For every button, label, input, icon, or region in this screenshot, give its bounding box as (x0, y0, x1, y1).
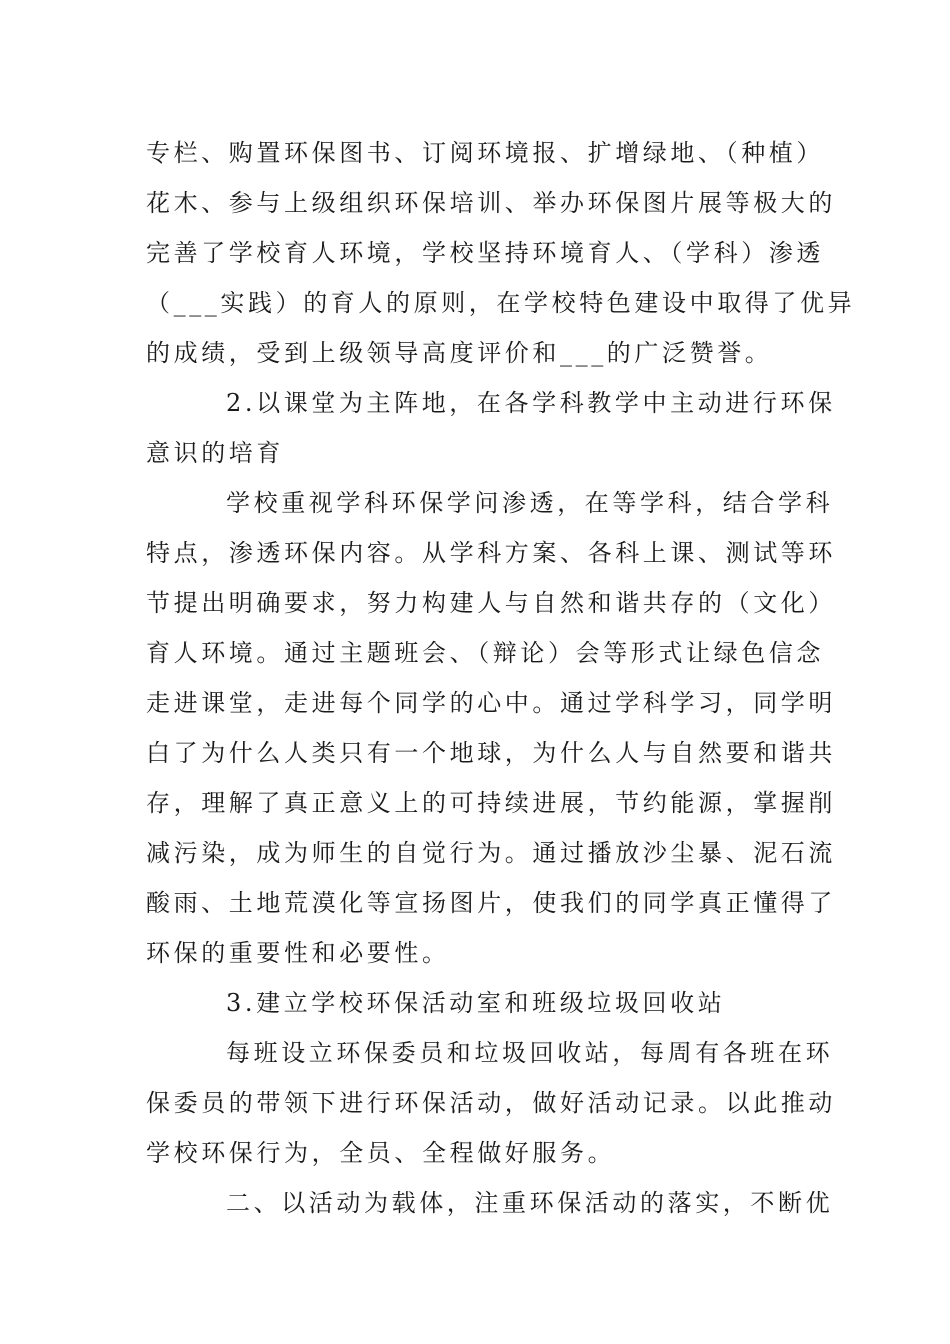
section-heading-continuation: 意识的培育 (146, 439, 284, 467)
text-line: 专栏、购置环保图书、订阅环境报、扩增绿地、（种植） (146, 139, 824, 167)
text-line: 保委员的带领下进行环保活动，做好活动记录。以此推动 (146, 1089, 836, 1117)
section-heading: 2.以课堂为主阵地，在各学科教学中主动进行环保 (226, 389, 836, 417)
text-line: 学校环保行为，全员、全程做好服务。 (146, 1139, 616, 1167)
text-line: 走进课堂，走进每个同学的心中。通过学科学习，同学明 (146, 689, 836, 717)
text-line: 完善了学校育人环境，学校坚持环境育人、（学科）渗透 (146, 239, 824, 267)
paragraph-start: 每班设立环保委员和垃圾回收站，每周有各班在环 (226, 1039, 834, 1067)
text-line: 的成绩，受到上级领导高度评价和___的广泛赞誉。 (146, 339, 773, 367)
text-line: 节提出明确要求，努力构建人与自然和谐共存的（文化） (146, 589, 836, 617)
document-body (146, 128, 856, 1228)
section-heading: 3.建立学校环保活动室和班级垃圾回收站 (226, 989, 726, 1017)
text-line: 环保的重要性和必要性。 (146, 939, 450, 967)
text-line: 减污染，成为师生的自觉行为。通过播放沙尘暴、泥石流 (146, 839, 836, 867)
text-line: 花木、参与上级组织环保培训、举办环保图片展等极大的 (146, 189, 836, 217)
paragraph-start: 学校重视学科环保学问渗透，在等学科，结合学科 (226, 489, 834, 517)
text-line: 白了为什么人类只有一个地球，为什么人与自然要和谐共 (146, 739, 836, 767)
section-heading: 二、以活动为载体，注重环保活动的落实，不断优 (226, 1189, 834, 1217)
text-line: 酸雨、土地荒漠化等宣扬图片，使我们的同学真正懂得了 (146, 889, 836, 917)
text-line: 育人环境。通过主题班会、（辩论）会等形式让绿色信念 (146, 639, 824, 667)
text-line: 存，理解了真正意义上的可持续进展，节约能源，掌握削 (146, 789, 836, 817)
text-line: 特点，渗透环保内容。从学科方案、各科上课、测试等环 (146, 539, 836, 567)
text-line: （___实践）的育人的原则，在学校特色建设中取得了优异 (146, 289, 856, 317)
